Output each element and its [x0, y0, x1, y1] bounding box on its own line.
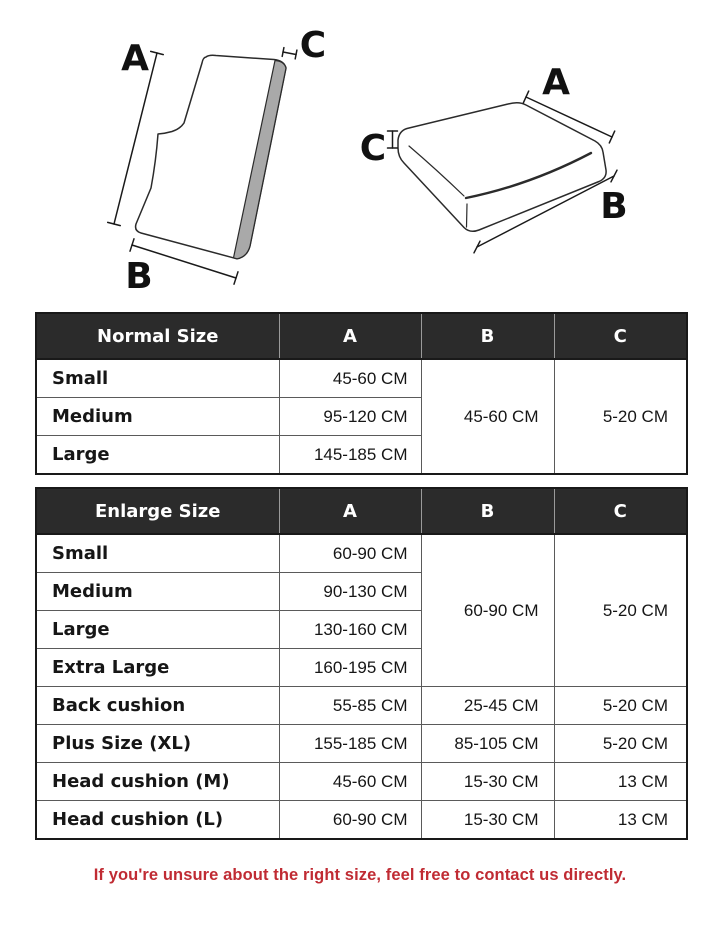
column-header-b: B — [421, 313, 554, 359]
row-label: Extra Large — [36, 649, 279, 687]
row-label: Head cushion (L) — [36, 801, 279, 840]
value-b: 25-45 CM — [421, 687, 554, 725]
table-title: Normal Size — [36, 313, 279, 359]
row-label: Large — [36, 436, 279, 475]
value-b: 15-30 CM — [421, 763, 554, 801]
value-b: 15-30 CM — [421, 801, 554, 840]
merged-value-c: 5-20 CM — [554, 534, 687, 687]
value-a: 60-90 CM — [279, 534, 421, 573]
row-label: Plus Size (XL) — [36, 725, 279, 763]
value-c: 13 CM — [554, 763, 687, 801]
value-b: 85-105 CM — [421, 725, 554, 763]
value-a: 145-185 CM — [279, 436, 421, 475]
row-label: Medium — [36, 573, 279, 611]
merged-value-c: 5-20 CM — [554, 359, 687, 474]
value-c: 5-20 CM — [554, 725, 687, 763]
table-header-row — [36, 488, 687, 534]
row-label: Small — [36, 359, 279, 398]
table-row — [36, 801, 687, 840]
table-title: Enlarge Size — [36, 488, 279, 534]
column-header-a: A — [279, 313, 421, 359]
value-a: 45-60 CM — [279, 359, 421, 398]
contact-note: If you're unsure about the right size, feel free to contact us directly. — [93, 866, 627, 884]
table-header-row — [36, 313, 687, 359]
value-a: 60-90 CM — [279, 801, 421, 840]
dimension-label-c-right: C — [359, 128, 387, 169]
table-row — [36, 763, 687, 801]
table-row — [36, 359, 687, 398]
value-a: 90-130 CM — [279, 573, 421, 611]
merged-value-b: 45-60 CM — [421, 359, 554, 474]
cushion-3d-outline — [398, 103, 606, 232]
value-c: 13 CM — [554, 801, 687, 840]
value-c: 5-20 CM — [554, 687, 687, 725]
value-a: 95-120 CM — [279, 398, 421, 436]
value-a: 45-60 CM — [279, 763, 421, 801]
table-row — [36, 687, 687, 725]
cover-flat-outline — [136, 55, 286, 258]
dimension-label-a-right: A — [542, 62, 570, 103]
row-label: Back cushion — [36, 687, 279, 725]
column-header-c: C — [554, 488, 687, 534]
row-label: Medium — [36, 398, 279, 436]
table-row — [36, 534, 687, 573]
column-header-a: A — [279, 488, 421, 534]
merged-value-b: 60-90 CM — [421, 534, 554, 687]
row-label: Head cushion (M) — [36, 763, 279, 801]
dimension-label-b-left: B — [125, 256, 153, 297]
value-a: 55-85 CM — [279, 687, 421, 725]
value-a: 130-160 CM — [279, 611, 421, 649]
value-a: 160-195 CM — [279, 649, 421, 687]
normal-size-table — [35, 312, 688, 475]
enlarge-size-table — [35, 487, 688, 840]
column-header-c: C — [554, 313, 687, 359]
column-header-b: B — [421, 488, 554, 534]
value-a: 155-185 CM — [279, 725, 421, 763]
dimension-label-b-right: B — [600, 186, 628, 227]
row-label: Large — [36, 611, 279, 649]
dimension-label-c-left: C — [299, 25, 327, 66]
row-label: Small — [36, 534, 279, 573]
dimension-label-a-left: A — [121, 38, 149, 79]
table-row — [36, 725, 687, 763]
